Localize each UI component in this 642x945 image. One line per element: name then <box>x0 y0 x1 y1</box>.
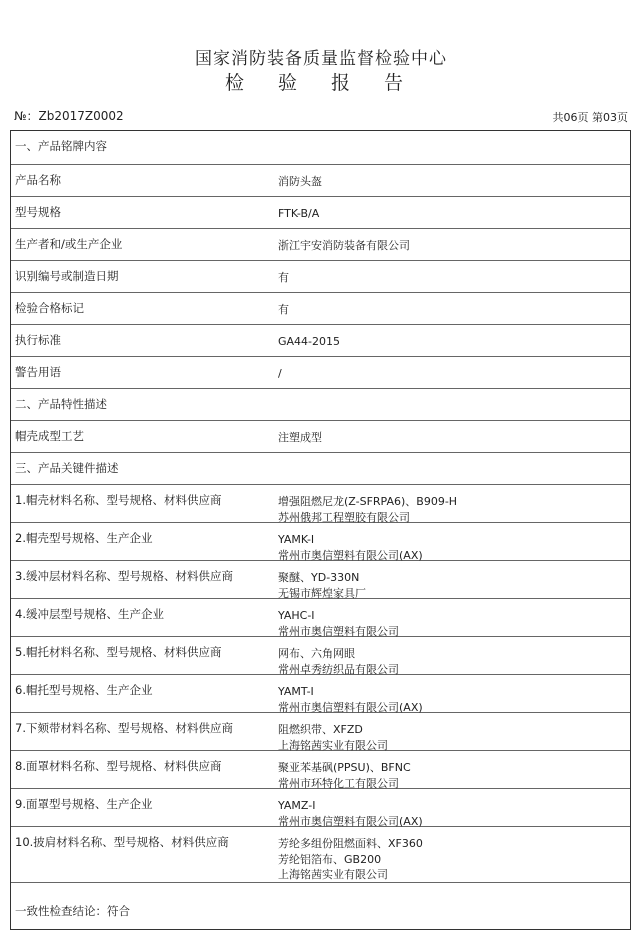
value-line: 有 <box>278 271 289 284</box>
row-label: 1.帽壳材料名称、型号规格、材料供应商 <box>15 493 222 507</box>
value-line: 无锡市辉煌家具厂 <box>278 586 366 600</box>
value-line: 网布、六角网眼 <box>278 647 355 660</box>
row-label: 5.帽托材料名称、型号规格、材料供应商 <box>15 645 222 659</box>
row-value <box>278 570 366 601</box>
row-value <box>278 494 457 525</box>
row-value <box>278 836 423 883</box>
row-label: 10.披肩材料名称、型号规格、材料供应商 <box>15 835 229 849</box>
table-row <box>11 637 630 675</box>
row-label: 识别编号或制造日期 <box>15 269 119 283</box>
row-label: 9.面罩型号规格、生产企业 <box>15 797 153 811</box>
row-label: 3.缓冲层材料名称、型号规格、材料供应商 <box>15 569 233 583</box>
table-row <box>11 523 630 561</box>
report-title: 检 验 报 告 <box>224 72 418 94</box>
row-value <box>278 608 399 639</box>
table-row <box>11 389 630 421</box>
value-line: 芳纶铝箔布、GB200 <box>278 852 382 866</box>
value-line: 聚亚苯基砜(PPSU)、BFNC <box>278 761 411 774</box>
table-row <box>11 453 630 485</box>
row-value <box>278 798 423 829</box>
row-label: 8.面罩材料名称、型号规格、材料供应商 <box>15 759 222 773</box>
inspection-table <box>10 130 631 930</box>
table-row <box>11 485 630 523</box>
table-row <box>11 357 630 389</box>
row-label: 检验合格标记 <box>15 301 84 315</box>
value-line: FTK-B/A <box>278 207 320 220</box>
row-value <box>278 532 423 563</box>
value-line: 浙江宇安消防装备有限公司 <box>278 239 410 252</box>
row-label: 一、产品铭牌内容 <box>15 139 107 153</box>
value-line: 消防头盔 <box>278 175 322 188</box>
row-value <box>278 206 319 222</box>
value-line: GA44-2015 <box>278 335 341 348</box>
value-line: 常州市奥信塑料有限公司 <box>278 624 399 638</box>
row-value <box>278 430 322 446</box>
table-row <box>11 599 630 637</box>
table-row <box>11 325 630 357</box>
row-label: 警告用语 <box>15 365 61 379</box>
row-label: 产品名称 <box>15 173 61 187</box>
row-value <box>278 302 289 318</box>
row-value <box>278 646 399 677</box>
table-row <box>11 713 630 751</box>
table-row <box>11 165 630 197</box>
value-line: YAHC-Ⅰ <box>278 609 315 622</box>
row-value <box>278 684 423 715</box>
value-line: 常州市奥信塑料有限公司(AX) <box>278 700 423 714</box>
row-value <box>278 760 411 791</box>
row-value <box>278 270 289 286</box>
row-value <box>278 366 282 382</box>
table-row <box>11 197 630 229</box>
row-value <box>278 334 340 350</box>
value-line: 有 <box>278 303 289 316</box>
value-line: 常州市环特化工有限公司 <box>278 776 399 790</box>
row-value <box>278 238 410 254</box>
value-line: 注塑成型 <box>278 431 322 444</box>
table-row <box>11 229 630 261</box>
org-title: 国家消防装备质量监督检验中心 <box>195 49 447 69</box>
page-info: 共06页 第03页 <box>552 111 628 124</box>
value-line: YAMT-Ⅰ <box>278 685 314 698</box>
row-label: 一致性检查结论：符合 <box>15 904 130 918</box>
row-label: 7.下颏带材料名称、型号规格、材料供应商 <box>15 721 233 735</box>
value-line: 上海铭茜实业有限公司 <box>278 868 388 881</box>
value-line: 常州市奥信塑料有限公司(AX) <box>278 548 423 562</box>
value-line: 常州市奥信塑料有限公司(AX) <box>278 814 423 828</box>
table-row <box>11 293 630 325</box>
row-label: 型号规格 <box>15 205 61 219</box>
value-line: 苏州俄邦工程塑胶有限公司 <box>278 510 410 524</box>
table-row <box>11 827 630 883</box>
row-label: 生产者和/或生产企业 <box>15 237 123 251</box>
value-line: YAMZ-Ⅰ <box>278 799 316 812</box>
table-row <box>11 131 630 165</box>
row-label: 4.缓冲层型号规格、生产企业 <box>15 607 164 621</box>
row-label: 6.帽托型号规格、生产企业 <box>15 683 153 697</box>
row-label: 帽壳成型工艺 <box>15 429 84 443</box>
row-label: 2.帽壳型号规格、生产企业 <box>15 531 153 545</box>
value-line: 聚醚、YD-330N <box>278 571 360 584</box>
table-row <box>11 421 630 453</box>
value-line: 上海铭茜实业有限公司 <box>278 738 388 752</box>
table-row <box>11 789 630 827</box>
row-label: 执行标准 <box>15 333 61 347</box>
value-line: 增强阻燃尼龙(Z-SFRPA6)、B909-H <box>278 495 458 508</box>
table-row <box>11 261 630 293</box>
table-row <box>11 883 630 945</box>
row-value <box>278 722 388 753</box>
value-line: / <box>278 367 282 380</box>
table-row <box>11 561 630 599</box>
row-value <box>278 174 322 190</box>
value-line: 阻燃织带、XFZD <box>278 723 363 736</box>
report-number: №：Zb2017Z0002 <box>14 109 124 123</box>
table-row <box>11 675 630 713</box>
value-line: YAMK-Ⅰ <box>278 533 315 546</box>
value-line: 常州卓秀纺织品有限公司 <box>278 662 399 676</box>
row-label: 三、产品关键件描述 <box>15 461 119 475</box>
row-label: 二、产品特性描述 <box>15 397 107 411</box>
value-line: 芳纶多组份阻燃面料、XF360 <box>278 837 423 850</box>
table-row <box>11 751 630 789</box>
